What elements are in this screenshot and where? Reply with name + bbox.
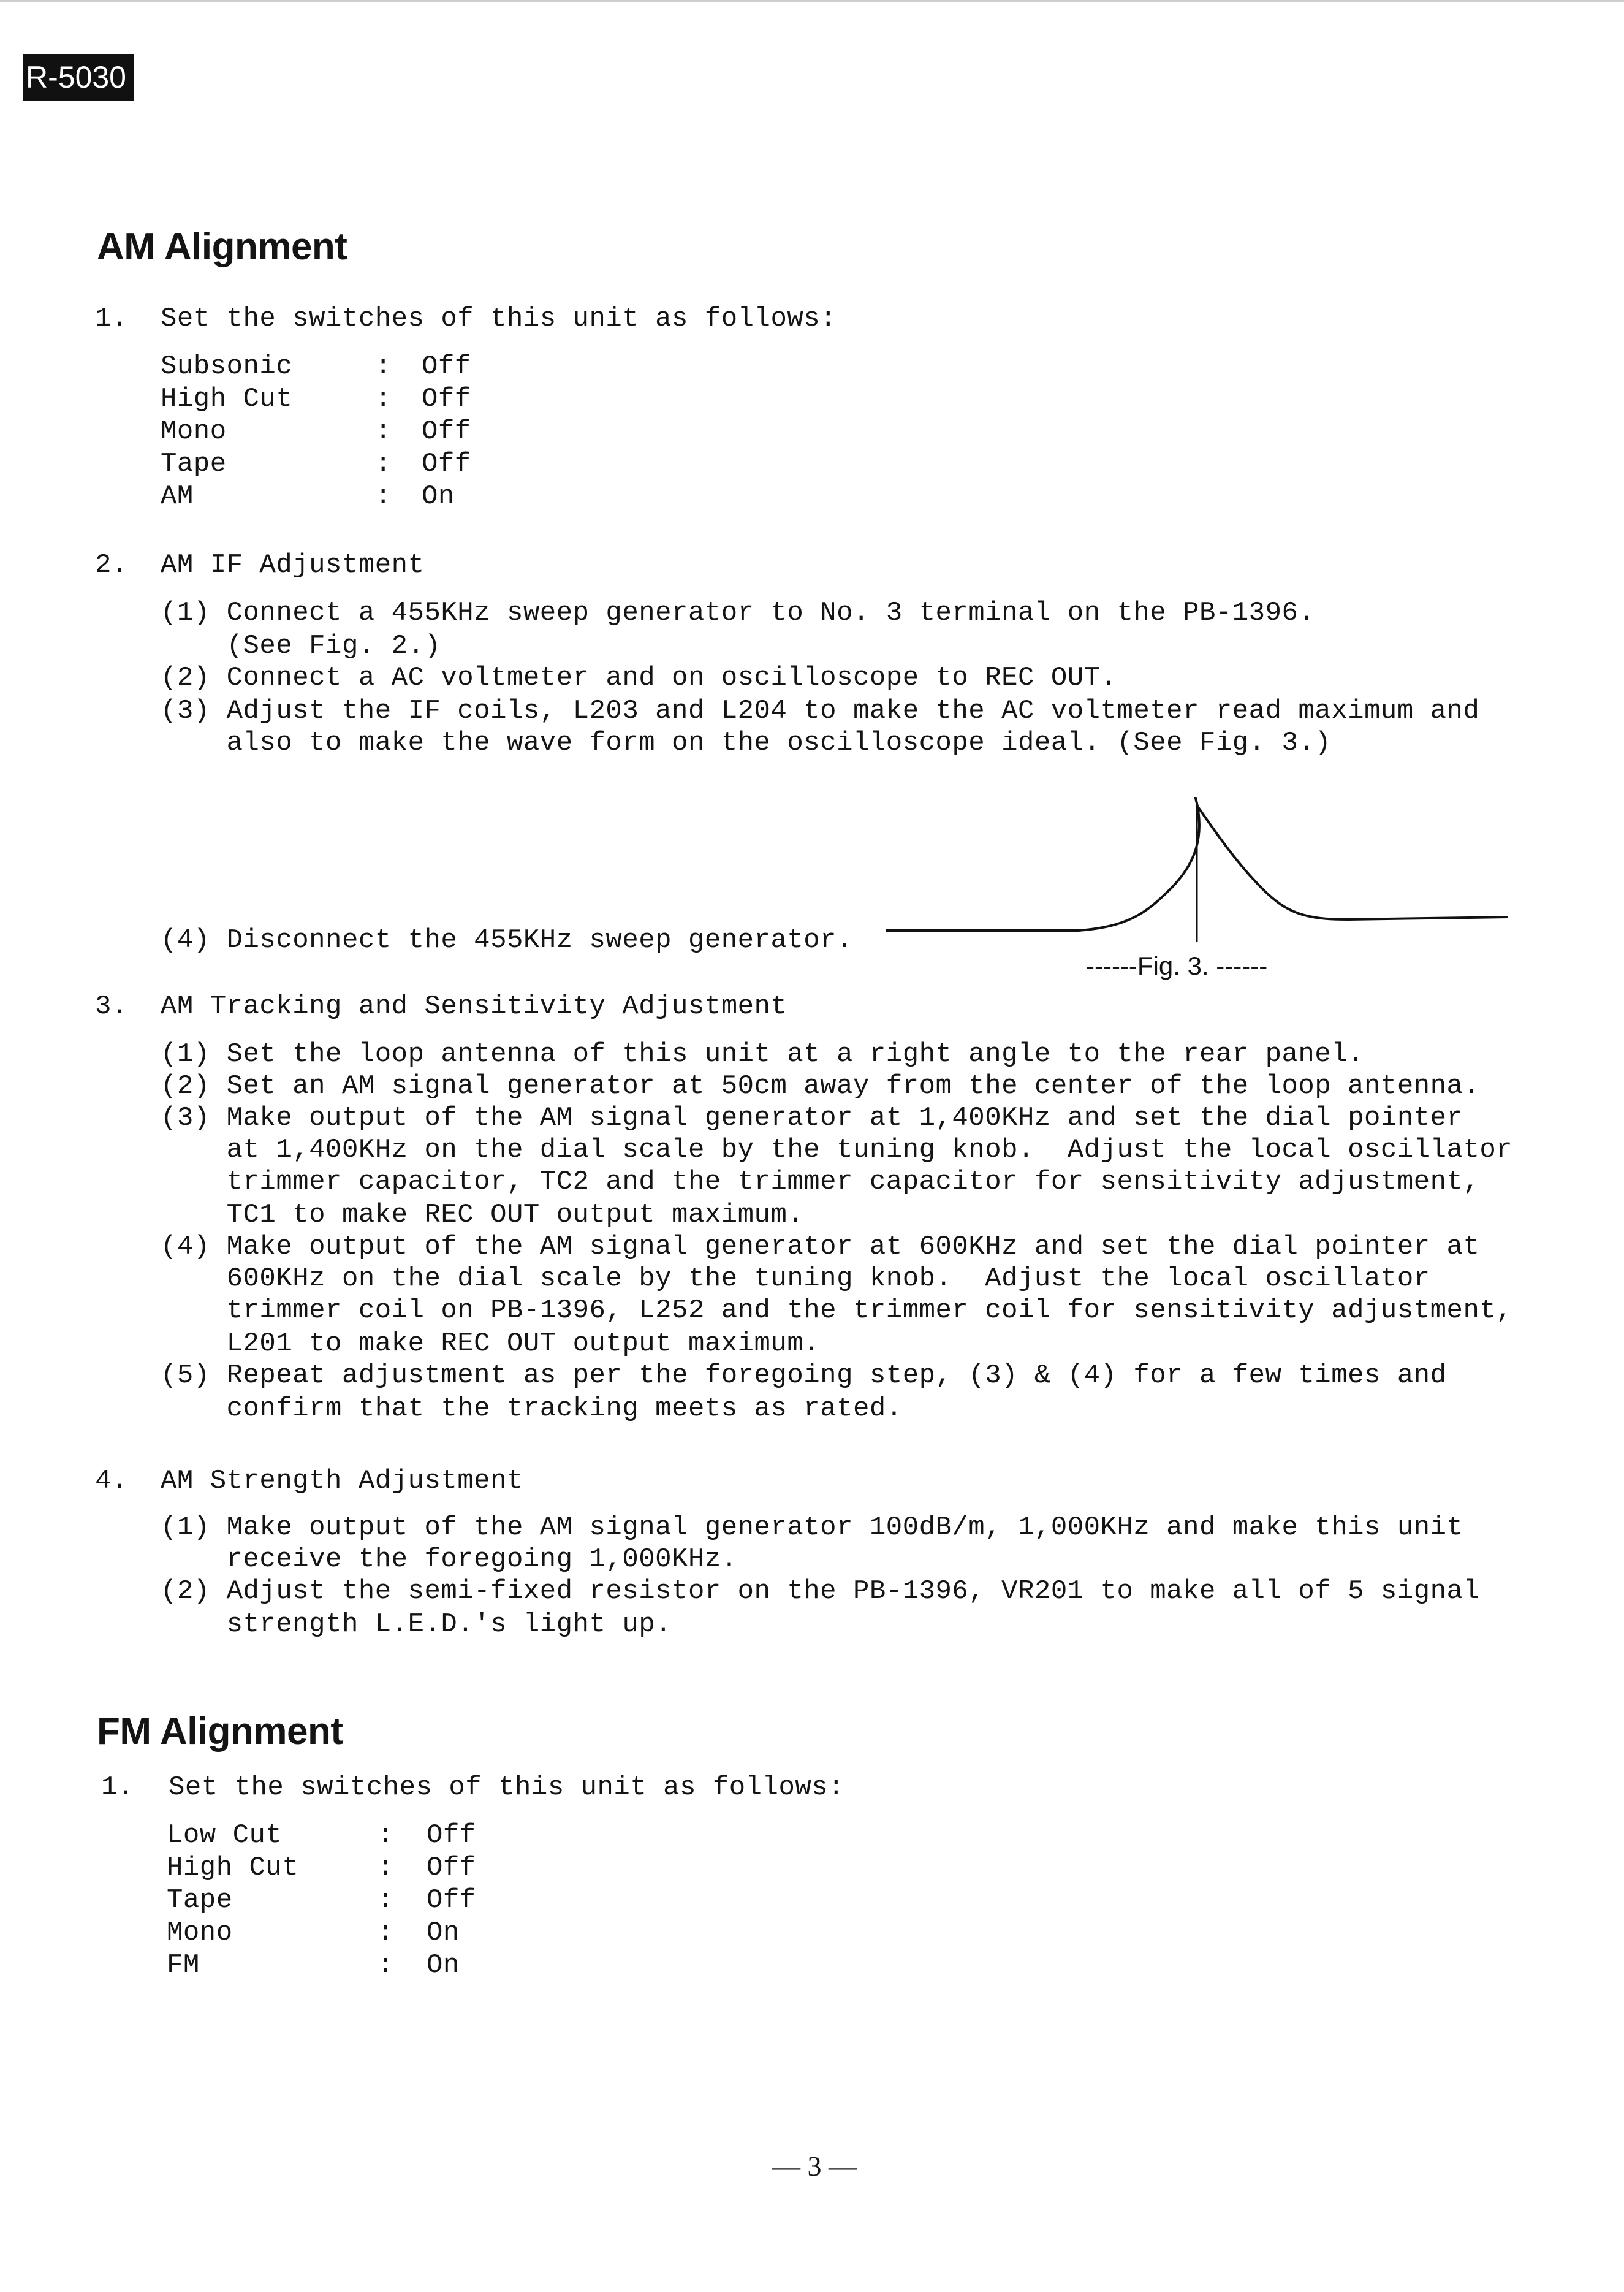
am-step3-line: L201 to make REC OUT output maximum. — [161, 1328, 821, 1359]
am-switch-value: Off — [422, 384, 471, 414]
fm-switch-colon: : — [378, 1885, 394, 1916]
fm-switch-colon: : — [378, 1950, 394, 1981]
fm-switch-colon: : — [378, 1917, 394, 1948]
am-switch-name: Tape — [161, 449, 227, 479]
fig3-falling-curve — [1199, 808, 1508, 919]
am-step3-line: (5) Repeat adjustment as per the foregoing step, (3) & (4) for a few times and — [161, 1360, 1447, 1391]
am-switch-value: Off — [422, 351, 471, 382]
am-step3-line: 600KHz on the dial scale by the tuning knob. Adjust the local oscillator — [161, 1263, 1430, 1294]
fm-switch-value: On — [427, 1950, 460, 1981]
am-step4-line: receive the foregoing 1,000KHz. — [161, 1544, 738, 1575]
am-switch-name: Subsonic — [161, 351, 293, 382]
am-step3-line: trimmer capacitor, TC2 and the trimmer capacitor for sensitivity adjustment, — [161, 1167, 1480, 1197]
fm-switch-name: Mono — [167, 1917, 233, 1948]
am-step3-number: 3. — [95, 991, 128, 1022]
am-step3-line: trimmer coil on PB-1396, L252 and the trimmer coil for sensitivity adjustment, — [161, 1295, 1513, 1326]
am-step2-line: (3) Adjust the IF coils, L203 and L204 to make the AC voltmeter read maximum and — [161, 696, 1480, 726]
am-step2-item4: (4) Disconnect the 455KHz sweep generator. — [161, 925, 853, 956]
am-switch-value: On — [422, 481, 455, 512]
am-alignment-title: AM Alignment — [97, 226, 347, 268]
fm-step1-number: 1. — [101, 1772, 134, 1803]
am-step2-line: (2) Connect a AC voltmeter and on oscilloscope to REC OUT. — [161, 663, 1117, 693]
am-step1-text: Set the switches of this unit as follows: — [161, 303, 837, 334]
am-switch-colon: : — [375, 449, 392, 479]
fm-alignment-title: FM Alignment — [97, 1710, 343, 1753]
am-step3-title: AM Tracking and Sensitivity Adjustment — [161, 991, 787, 1022]
am-step3-line: (4) Make output of the AM signal generator at 600KHz and set the dial pointer at — [161, 1232, 1480, 1262]
fm-step1-text: Set the switches of this unit as follows: — [169, 1772, 845, 1803]
am-step4-title: AM Strength Adjustment — [161, 1466, 523, 1496]
am-step2-number: 2. — [95, 550, 128, 581]
fm-switch-value: Off — [427, 1852, 476, 1883]
am-switch-name: AM — [161, 481, 194, 512]
am-step4-line: (2) Adjust the semi-fixed resistor on the PB-1396, VR201 to make all of 5 signal — [161, 1576, 1480, 1607]
fm-switch-name: High Cut — [167, 1852, 299, 1883]
fm-switch-value: Off — [427, 1885, 476, 1916]
fig3-rising-curve — [886, 797, 1199, 931]
fig3-caption: ------Fig. 3. ------ — [1086, 951, 1268, 980]
am-step1-number: 1. — [95, 303, 128, 334]
am-switch-colon: : — [375, 481, 392, 512]
am-step4-line: (1) Make output of the AM signal generator 100dB/m, 1,000KHz and make this unit — [161, 1512, 1463, 1543]
top-rule — [0, 0, 1624, 2]
fm-switch-name: Low Cut — [167, 1820, 283, 1851]
am-step3-line: (1) Set the loop antenna of this unit at a right angle to the rear panel. — [161, 1039, 1365, 1070]
model-badge: R-5030 — [23, 54, 134, 101]
am-switch-name: High Cut — [161, 384, 293, 414]
am-step2-line: (1) Connect a 455KHz sweep generator to No. 3 terminal on the PB-1396. — [161, 598, 1315, 628]
am-step4-line: strength L.E.D.'s light up. — [161, 1609, 672, 1640]
am-step4-number: 4. — [95, 1466, 128, 1496]
am-step3-line: TC1 to make REC OUT output maximum. — [161, 1200, 804, 1230]
fm-switch-name: Tape — [167, 1885, 233, 1916]
am-switch-colon: : — [375, 416, 392, 447]
fig3-waveform — [882, 797, 1520, 944]
am-step2-line: also to make the wave form on the oscilloscope ideal. (See Fig. 3.) — [161, 728, 1332, 758]
am-switch-value: Off — [422, 449, 471, 479]
fm-switch-colon: : — [378, 1820, 394, 1851]
fm-switch-value: On — [427, 1917, 460, 1948]
fm-switch-colon: : — [378, 1852, 394, 1883]
am-step3-line: at 1,400KHz on the dial scale by the tuning knob. Adjust the local oscillator — [161, 1135, 1513, 1165]
fm-switch-value: Off — [427, 1820, 476, 1851]
am-switch-value: Off — [422, 416, 471, 447]
am-step3-line: (2) Set an AM signal generator at 50cm away from the center of the loop antenna. — [161, 1071, 1480, 1102]
am-switch-name: Mono — [161, 416, 227, 447]
am-step2-title: AM IF Adjustment — [161, 550, 425, 581]
am-step3-line: confirm that the tracking meets as rated. — [161, 1393, 903, 1424]
am-switch-colon: : — [375, 384, 392, 414]
am-switch-colon: : — [375, 351, 392, 382]
page-number: — 3 — — [772, 2150, 857, 2182]
am-step3-line: (3) Make output of the AM signal generator at 1,400KHz and set the dial pointer — [161, 1103, 1463, 1133]
am-step2-line: (See Fig. 2.) — [161, 631, 441, 661]
fm-switch-name: FM — [167, 1950, 200, 1981]
